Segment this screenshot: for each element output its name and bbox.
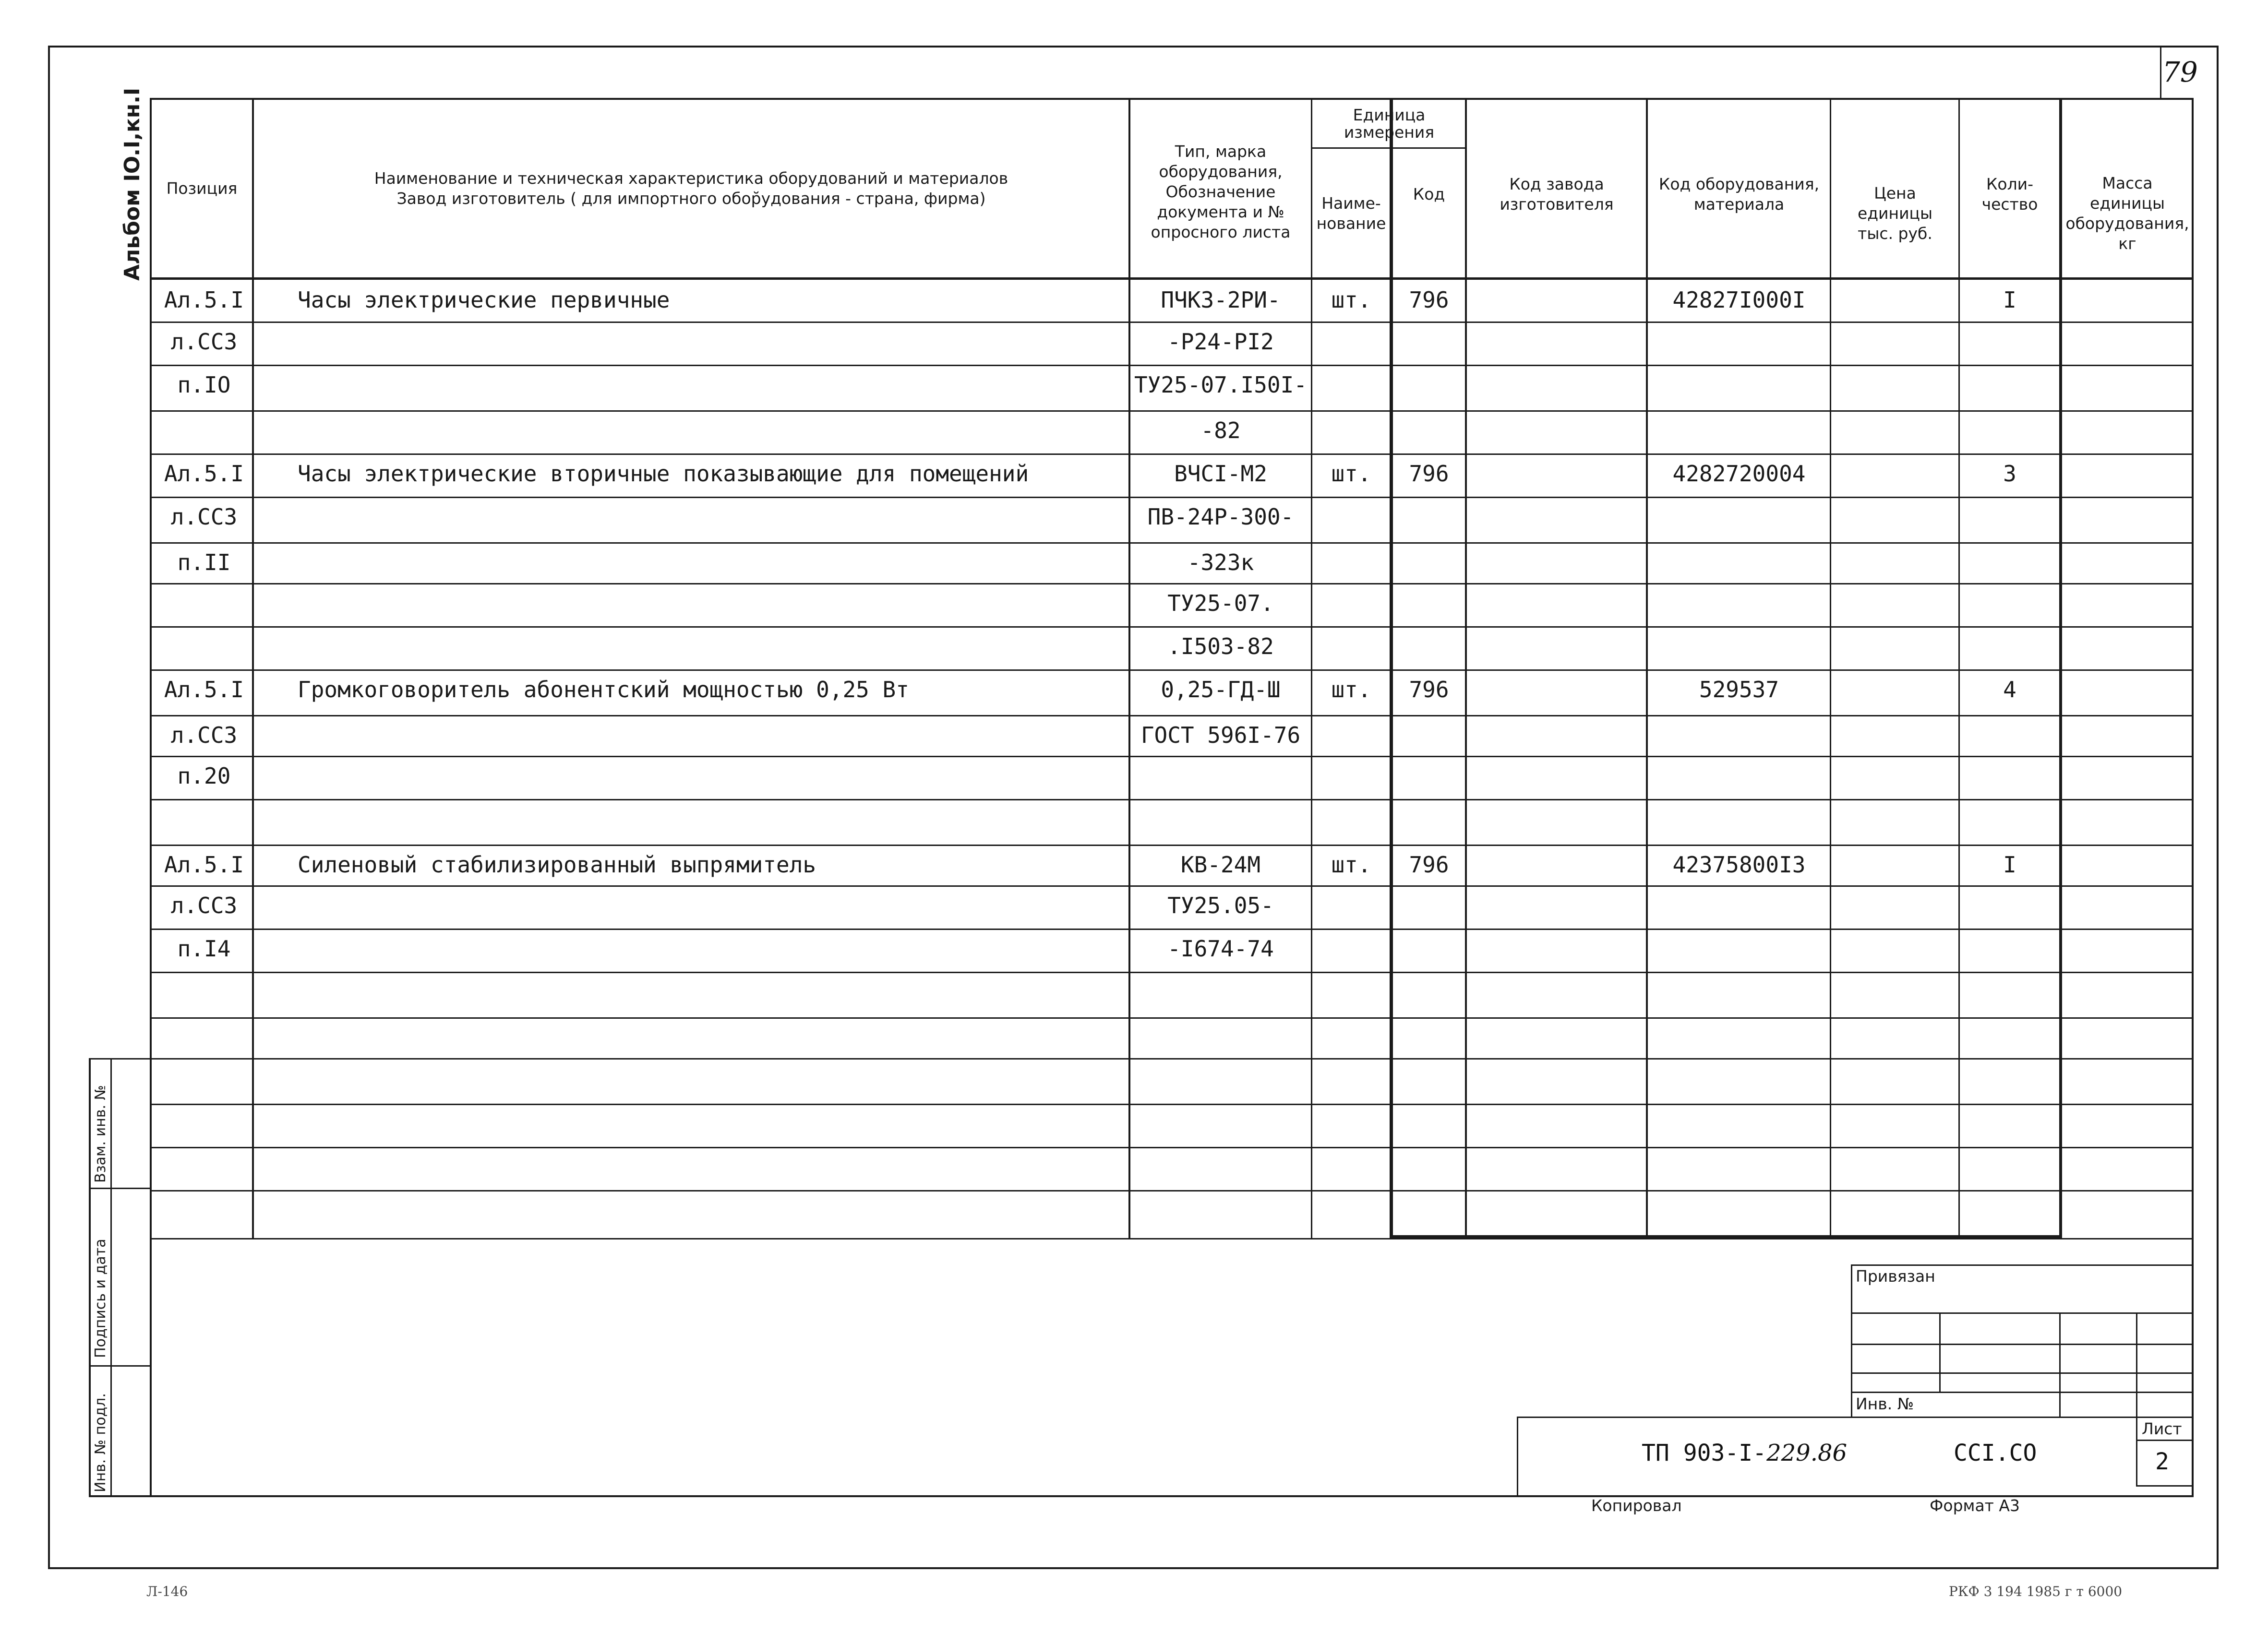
- cell-pos: п.II: [177, 549, 231, 575]
- row-line: [150, 669, 2194, 671]
- header-name-line2: Завод изготовитель ( для импортного обор̆удования - страна, фирма): [396, 189, 986, 208]
- cell-type: ТУ25-07.: [1167, 590, 1274, 616]
- page-number: 79: [2162, 56, 2198, 88]
- cell-type: -323к: [1187, 549, 1254, 575]
- header-mass-l0: Масса: [2102, 174, 2153, 192]
- cell-type: .I503-82: [1167, 633, 1274, 659]
- header-unit-l0: Единица: [1353, 106, 1426, 124]
- cell-pos: п.I4: [177, 936, 231, 962]
- sheet-number: 2: [2155, 1448, 2169, 1475]
- row-line: [150, 1104, 2194, 1105]
- row-line: [150, 929, 2194, 930]
- cell-name: Громкоговоритель абонентский мощностью 0,25 Вт: [298, 677, 909, 703]
- cell-pos: Ал.5.I: [164, 287, 244, 313]
- cell-name: Силеновый стабилизированный выпрямитель: [298, 852, 816, 878]
- header-mass-l1: единицы: [2089, 194, 2165, 213]
- row-line: [150, 885, 2194, 887]
- row-line: [150, 845, 2194, 846]
- album-label: Альбом IO.I,кн.I: [120, 87, 144, 281]
- cell-code: 796: [1409, 852, 1449, 878]
- row-line: [150, 715, 2194, 716]
- doc-code: ССI.СО: [1954, 1440, 2037, 1466]
- header-equip-code: [1648, 150, 1830, 239]
- cell-pos: п.20: [177, 763, 231, 789]
- cell-code: 796: [1409, 677, 1449, 703]
- header-name-line1: Наименование и техническая характеристика оборудований и материалов: [374, 169, 1008, 188]
- cell-equip: 4282720004: [1672, 461, 1806, 487]
- cell-type: ПВ-24Р-300-: [1147, 504, 1294, 530]
- header-equip-code-l1: материала: [1693, 195, 1785, 214]
- stamp-replace-label: Взам. инв. №: [92, 1085, 109, 1183]
- header-position: Позиция: [166, 179, 238, 198]
- header-unit: [1313, 102, 1465, 146]
- cell-pos: Ал.5.I: [164, 852, 244, 878]
- cell-type: ТУ25-07.I50I-: [1134, 372, 1308, 398]
- row-line: [150, 365, 2194, 366]
- header-name: [254, 100, 1128, 277]
- header-mass-l3: кг: [2118, 234, 2136, 253]
- row-line: [150, 410, 2194, 412]
- cell-type: ВЧСI-М2: [1174, 461, 1267, 487]
- header-equip-code-l0: Код оборудования,: [1658, 175, 1820, 193]
- row-line: [150, 626, 2194, 628]
- cell-pos: Ал.5.I: [164, 461, 244, 487]
- row-line: [150, 1147, 2194, 1148]
- sheet-label: Лист: [2142, 1419, 2182, 1438]
- row-line: [150, 1017, 2194, 1019]
- doc-number-suffix: 229.86: [1766, 1440, 1848, 1466]
- cell-type: -82: [1200, 417, 1241, 443]
- format-label: Формат А3: [1930, 1496, 2020, 1515]
- doc-number-prefix: ТП 903-I-: [1642, 1440, 1767, 1466]
- row-line: [150, 1190, 2194, 1191]
- header-price: [1832, 150, 1958, 277]
- cell-name: Часы электрические первичные: [298, 287, 670, 313]
- cell-type: -I674-74: [1167, 936, 1274, 962]
- header-unit-name-l1: нование: [1316, 214, 1386, 233]
- cell-type: КВ-24М: [1180, 852, 1261, 878]
- header-type-l1: оборудования,: [1159, 162, 1283, 181]
- row-line: [150, 453, 2194, 455]
- cell-unit: шт.: [1331, 461, 1371, 487]
- header-type-l2: Обозначение: [1165, 182, 1276, 201]
- cell-equip: 42375800I3: [1672, 852, 1806, 878]
- copied-label: Копировал: [1591, 1496, 1682, 1515]
- cell-pos: л.СС3: [170, 504, 238, 530]
- header-price-l2: тыс. руб.: [1858, 224, 1932, 243]
- cell-qty: 3: [2003, 461, 2016, 487]
- header-qty: [1960, 150, 2059, 239]
- header-price-l0: Цена: [1874, 184, 1916, 203]
- cell-equip: 529537: [1699, 677, 1779, 703]
- row-line: [150, 322, 2194, 323]
- cell-pos: п.IO: [177, 372, 231, 398]
- cell-type: ГОСТ 596I-76: [1140, 722, 1301, 748]
- header-price-l1: единицы: [1857, 204, 1933, 223]
- cell-pos: л.СС3: [170, 329, 238, 355]
- inv-label: Инв. №: [1856, 1394, 1914, 1413]
- cell-type: -Р24-РI2: [1167, 329, 1274, 355]
- cell-qty: I: [2003, 287, 2016, 313]
- left-code: Л-146: [146, 1584, 188, 1599]
- cell-name: Часы электрические вторичные показывающие для помещений: [298, 461, 1029, 487]
- row-line: [150, 497, 2194, 498]
- header-type-l4: опросного листа: [1151, 223, 1291, 241]
- row-line: [150, 756, 2194, 757]
- header-unit-name: [1313, 150, 1390, 277]
- cell-unit: шт.: [1331, 852, 1371, 878]
- header-unit-code: Код: [1413, 185, 1445, 203]
- doc-number: [1642, 1440, 1847, 1466]
- header-plant-code: [1467, 150, 1646, 239]
- cell-qty: 4: [2003, 677, 2016, 703]
- header-plant-code-l1: изготовителя: [1500, 195, 1614, 214]
- cell-pos: л.СС3: [170, 722, 238, 748]
- header-qty-l1: чество: [1981, 195, 2038, 214]
- header-type: [1131, 130, 1310, 254]
- row-line: [150, 1058, 2194, 1060]
- header-qty-l0: Коли-: [1986, 175, 2034, 193]
- cell-type: ТУ25.05-: [1167, 893, 1274, 918]
- header-mass: [2063, 150, 2192, 277]
- header-plant-code-l0: Код завода: [1509, 175, 1604, 193]
- cell-unit: шт.: [1331, 677, 1371, 703]
- row-line: [150, 583, 2194, 584]
- bound-label: Привязан: [1856, 1267, 1935, 1286]
- cell-pos: л.СС3: [170, 893, 238, 918]
- row-line: [150, 799, 2194, 800]
- stamp-signature-label: Подпись и дата: [92, 1239, 109, 1358]
- right-code: РКФ 3 194 1985 г т 6000: [1949, 1584, 2123, 1599]
- header-mass-l2: оборудования,: [2065, 214, 2189, 233]
- header-unit-l1: измерения: [1344, 123, 1435, 142]
- header-type-l3: документа и №: [1157, 203, 1284, 221]
- header-unit-name-l0: Наиме-: [1321, 194, 1381, 213]
- cell-code: 796: [1409, 461, 1449, 487]
- row-line: [150, 542, 2194, 544]
- row-line: [150, 972, 2194, 973]
- cell-pos: Ал.5.I: [164, 677, 244, 703]
- cell-equip: 42827I000I: [1672, 287, 1806, 313]
- header-type-l0: Тип, марка: [1175, 142, 1267, 161]
- cell-qty: I: [2003, 852, 2016, 878]
- stamp-inv-label: Инв. № подл.: [92, 1393, 109, 1492]
- cell-type: ПЧКЗ-2РИ-: [1161, 287, 1281, 313]
- cell-type: 0,25-ГД-Ш: [1161, 677, 1281, 703]
- cell-unit: шт.: [1331, 287, 1371, 313]
- cell-code: 796: [1409, 287, 1449, 313]
